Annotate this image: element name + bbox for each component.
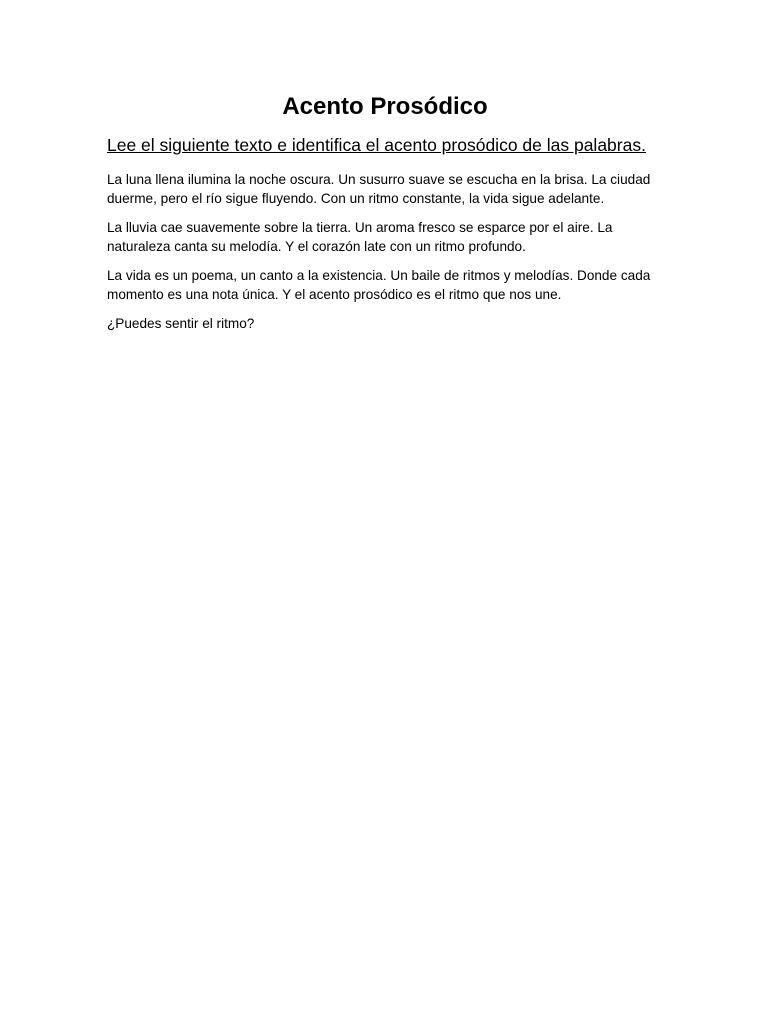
paragraph-1: La luna llena ilumina la noche oscura. Un susurro suave se escucha en la brisa. La ciudad duerme, pero el río sigue fluyendo. Con un ritmo constante, la vida sigue adelante.	[107, 172, 651, 206]
document-content	[107, 88, 663, 343]
document-title: Acento Prosódico	[282, 93, 488, 120]
paragraph-2: La lluvia cae suavemente sobre la tierra. Un aroma fresco se esparce por el aire. La naturaleza canta su melodía. Y el corazón late con un ritmo profundo.	[107, 220, 613, 254]
document-instruction: Lee el siguiente texto e identifica el acento prosódico de las palabras.	[107, 135, 646, 155]
paragraph-3: La vida es un poema, un canto a la existencia. Un baile de ritmos y melodías. Donde cada momento es una nota única. Y el acento prosódico es el ritmo que nos une.	[107, 268, 651, 302]
paragraph-question: ¿Puedes sentir el ritmo?	[107, 316, 255, 331]
